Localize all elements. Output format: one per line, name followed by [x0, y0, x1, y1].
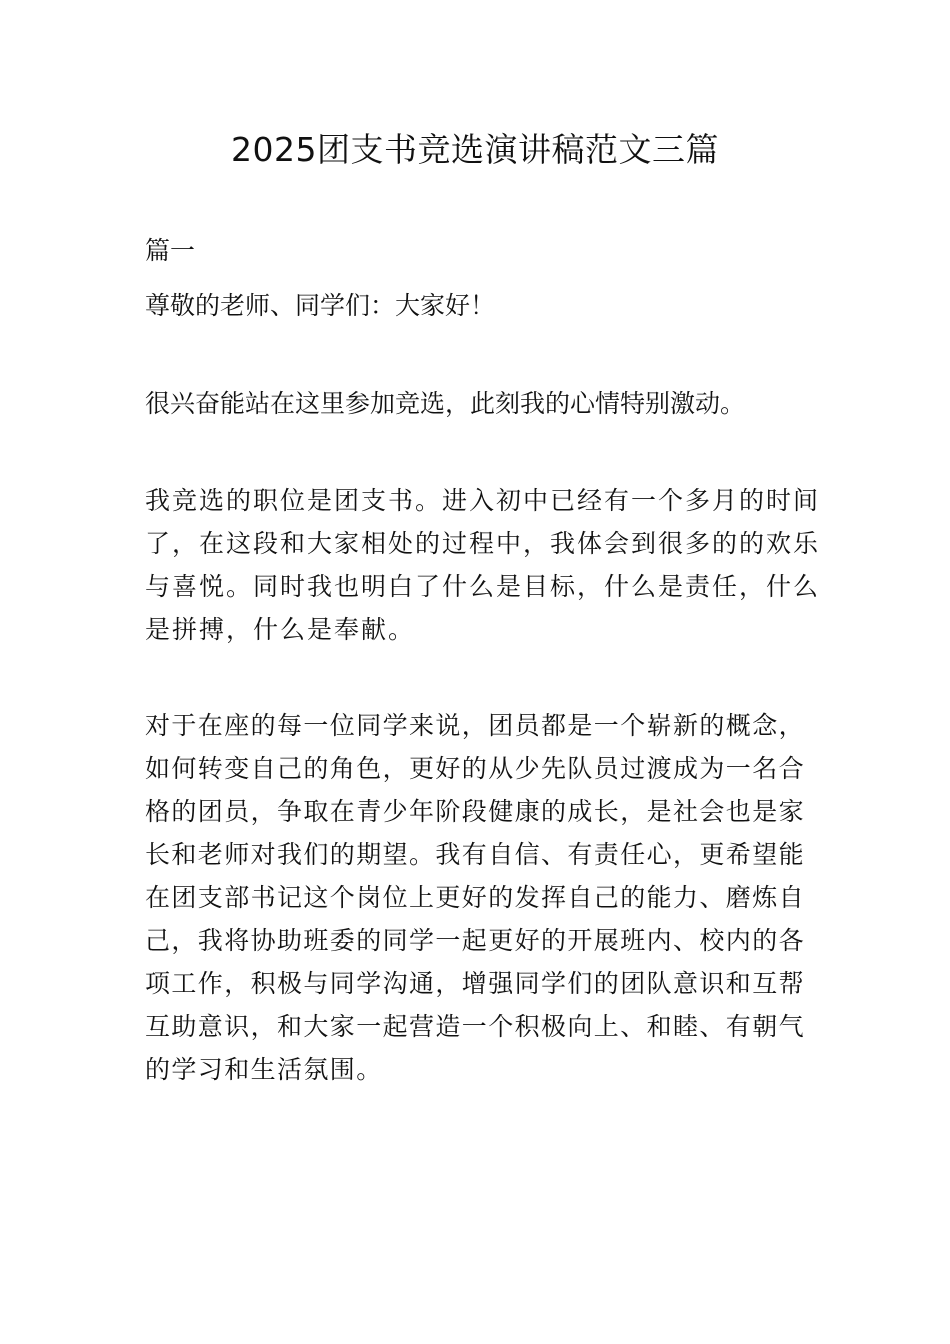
paragraph-line: 的学习和生活氛围。: [145, 1055, 383, 1084]
paragraph-line: 长和老师对我们的期望。我有自信、有责任心，更希望能: [145, 840, 806, 869]
paragraph-line: 我竞选的职位是团支书。进入初中已经有一个多月的时间: [145, 486, 821, 515]
paragraph-line: 了，在这段和大家相处的过程中，我体会到很多的的欢乐: [145, 529, 821, 558]
document-title: 2025团支书竞选演讲稿范文三篇: [231, 130, 719, 169]
paragraph-line: 在团支部书记这个岗位上更好的发挥自己的能力、磨炼自: [145, 883, 806, 912]
paragraph-line: 与喜悦。同时我也明白了什么是目标，什么是责任，什么: [145, 572, 821, 601]
paragraph-line: 是拼搏，什么是奉献。: [145, 615, 416, 644]
paragraph-3: [145, 704, 810, 1091]
paragraph-line: 格的团员，争取在青少年阶段健康的成长，是社会也是家: [145, 797, 806, 826]
paragraph-line: 很兴奋能站在这里参加竞选，此刻我的心情特别激动。: [145, 389, 746, 418]
paragraph-line: 如何转变自己的角色，更好的从少先队员过渡成为一名合: [145, 754, 806, 783]
paragraph-line: 对于在座的每一位同学来说，团员都是一个崭新的概念，: [145, 711, 806, 740]
paragraph-line: 互助意识，和大家一起营造一个积极向上、和睦、有朝气: [145, 1012, 806, 1041]
paragraph-2: [145, 479, 821, 651]
greeting: 尊敬的老师、同学们：大家好！: [145, 291, 496, 320]
paragraph-line: 项工作，积极与同学沟通，增强同学们的团队意识和互帮: [145, 969, 806, 998]
paragraph-line: 己，我将协助班委的同学一起更好的开展班内、校内的各: [145, 926, 806, 955]
paragraph-1: [145, 382, 810, 425]
section-label: 篇一: [145, 236, 196, 265]
